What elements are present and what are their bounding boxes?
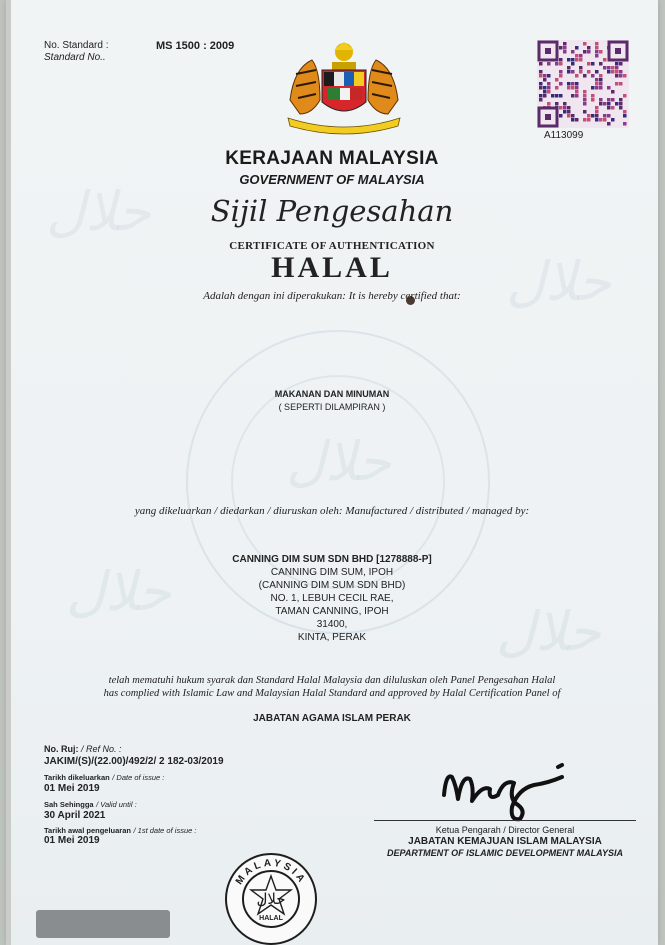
qr-cell	[595, 50, 599, 54]
qr-cell	[615, 102, 619, 106]
qr-cell	[539, 82, 543, 86]
qr-cell	[583, 102, 587, 106]
qr-cell	[615, 82, 619, 86]
qr-cell	[619, 106, 623, 110]
qr-cell	[567, 70, 571, 74]
qr-cell	[567, 66, 571, 70]
qr-cell	[623, 94, 627, 98]
signatory-role: Ketua Pengarah / Director General	[435, 825, 575, 835]
qr-code-icon	[537, 40, 629, 128]
compliance-statement-english: has complied with Islamic Law and Malaysian Halal Standard and approved by Halal Certification Panel of	[103, 688, 561, 699]
qr-cell	[611, 106, 615, 110]
issue-date-label: Tarikh dikeluarkan / Date of issue :	[44, 773, 165, 782]
qr-cell	[559, 82, 563, 86]
halal-malaysia-logo-icon	[224, 852, 318, 945]
qr-cell	[567, 106, 571, 110]
qr-cell	[563, 46, 567, 50]
qr-cell	[571, 94, 575, 98]
coat-of-arms-icon	[282, 40, 406, 136]
qr-cell	[547, 62, 551, 66]
qr-cell	[623, 110, 627, 114]
qr-cell	[571, 50, 575, 54]
standard-value: MS 1500 : 2009	[156, 40, 235, 52]
qr-cell	[607, 98, 611, 102]
first-issue-date: 01 Mei 2019	[44, 835, 100, 846]
product-name: MAKANAN DAN MINUMAN	[274, 389, 390, 399]
valid-until-label: Sah Sehingga / Valid until :	[44, 800, 137, 809]
qr-cell	[595, 42, 599, 46]
qr-cell	[603, 66, 607, 70]
qr-cell	[571, 62, 575, 66]
approving-body: JABATAN AGAMA ISLAM PERAK	[253, 713, 411, 724]
qr-cell	[615, 74, 619, 78]
qr-cell	[607, 70, 611, 74]
compliance-statement-malay: telah mematuhi hukum syarak dan Standard Halal Malaysia dan diluluskan oleh Panel Pengesahan Halal	[108, 675, 556, 686]
qr-cell	[559, 74, 563, 78]
address-line: (CANNING DIM SUM SDN BHD)	[258, 580, 406, 591]
address-line: KINTA, PERAK	[297, 632, 367, 643]
qr-cell	[623, 74, 627, 78]
qr-cell	[595, 82, 599, 86]
product-note: ( SEPERTI DILAMPIRAN )	[278, 402, 386, 412]
qr-serial-number: A113099	[544, 130, 584, 141]
qr-cell	[563, 42, 567, 46]
qr-cell	[543, 94, 547, 98]
qr-cell	[575, 94, 579, 98]
qr-cell	[619, 102, 623, 106]
signatory-department-malay: JABATAN KEMAJUAN ISLAM MALAYSIA	[408, 836, 602, 847]
qr-cell	[575, 58, 579, 62]
government-title-english: GOVERNMENT OF MALAYSIA	[239, 172, 425, 187]
qr-cell	[575, 54, 579, 58]
qr-cell	[623, 122, 627, 126]
qr-cell	[583, 90, 587, 94]
qr-cell	[611, 118, 615, 122]
qr-cell	[559, 94, 563, 98]
qr-cell	[547, 90, 551, 94]
watermark-glyph: حلال	[286, 430, 391, 493]
qr-cell	[575, 90, 579, 94]
qr-cell	[607, 86, 611, 90]
address-line: TAMAN CANNING, IPOH	[275, 606, 389, 617]
qr-cell	[583, 74, 587, 78]
qr-cell	[611, 90, 615, 94]
ref-number: JAKIM/(S)/(22.00)/492/2/ 2 182-03/2019	[44, 756, 224, 767]
qr-cell	[607, 66, 611, 70]
address-line: CANNING DIM SUM, IPOH	[270, 567, 394, 578]
qr-cell	[603, 118, 607, 122]
watermark-glyph: حلال	[66, 560, 171, 623]
qr-cell	[563, 50, 567, 54]
qr-cell	[615, 66, 619, 70]
watermark-glyph: حلال	[506, 250, 611, 313]
qr-cell	[571, 70, 575, 74]
qr-cell	[567, 114, 571, 118]
qr-cell	[571, 86, 575, 90]
qr-cell	[579, 66, 583, 70]
qr-cell	[591, 86, 595, 90]
qr-cell	[615, 70, 619, 74]
issue-date: 01 Mei 2019	[44, 783, 100, 794]
government-title-malay: KERAJAAN MALAYSIA	[225, 148, 439, 169]
certificate-title-malay: Sijil Pengesahan	[210, 194, 454, 228]
qr-cell	[555, 86, 559, 90]
qr-cell	[539, 94, 543, 98]
ref-label: No. Ruj: / Ref No. :	[44, 744, 122, 754]
qr-cell	[575, 46, 579, 50]
qr-cell	[559, 106, 563, 110]
company-name: CANNING DIM SUM SDN BHD [1278888-P]	[232, 554, 432, 565]
qr-cell	[539, 86, 543, 90]
qr-cell	[591, 98, 595, 102]
qr-cell	[611, 70, 615, 74]
qr-cell	[551, 94, 555, 98]
qr-cell	[571, 118, 575, 122]
certificate-title-english: CERTIFICATE OF AUTHENTICATION	[229, 240, 435, 252]
qr-cell	[575, 86, 579, 90]
signature-image	[438, 755, 578, 825]
paper-edge	[6, 0, 11, 945]
qr-cell	[603, 114, 607, 118]
qr-cell	[547, 86, 551, 90]
halal-heading: HALAL	[271, 251, 393, 284]
qr-cell	[587, 50, 591, 54]
qr-cell	[599, 86, 603, 90]
qr-cell	[595, 54, 599, 58]
qr-cell	[583, 42, 587, 46]
qr-cell	[587, 70, 591, 74]
signature-line	[374, 820, 636, 821]
qr-cell	[563, 110, 567, 114]
qr-cell	[559, 114, 563, 118]
qr-cell	[543, 74, 547, 78]
qr-cell	[539, 74, 543, 78]
first-issue-label: Tarikh awal pengeluaran / 1st date of issue :	[44, 826, 197, 835]
qr-cell	[575, 118, 579, 122]
qr-cell	[571, 58, 575, 62]
qr-cell	[603, 102, 607, 106]
qr-cell	[619, 82, 623, 86]
manufacturer-intro: yang dikeluarkan / diedarkan / diuruskan oleh: Manufactured / distributed / managed by:	[134, 505, 530, 517]
qr-cell	[555, 102, 559, 106]
qr-cell	[599, 118, 603, 122]
qr-cell	[583, 94, 587, 98]
qr-cell	[583, 98, 587, 102]
qr-cell	[595, 118, 599, 122]
qr-cell	[587, 114, 591, 118]
qr-cell	[571, 114, 575, 118]
qr-cell	[595, 70, 599, 74]
qr-cell	[599, 78, 603, 82]
qr-cell	[543, 86, 547, 90]
qr-cell	[547, 102, 551, 106]
qr-cell	[559, 46, 563, 50]
svg-text:HALAL: HALAL	[259, 915, 283, 922]
qr-cell	[599, 82, 603, 86]
qr-cell	[611, 98, 615, 102]
qr-cell	[555, 62, 559, 66]
qr-cell	[607, 122, 611, 126]
company-address-block	[6, 553, 658, 644]
qr-cell	[599, 74, 603, 78]
qr-cell	[547, 82, 551, 86]
qr-cell	[539, 98, 543, 102]
qr-cell	[547, 74, 551, 78]
qr-cell	[575, 82, 579, 86]
address-line: 31400,	[316, 619, 348, 630]
qr-cell	[587, 62, 591, 66]
qr-cell	[583, 118, 587, 122]
qr-cell	[595, 110, 599, 114]
svg-text:حلال: حلال	[256, 890, 286, 908]
qr-cell	[607, 114, 611, 118]
watermark-glyph: حلال	[496, 600, 601, 663]
qr-cell	[599, 98, 603, 102]
qr-cell	[579, 70, 583, 74]
qr-cell	[567, 82, 571, 86]
qr-cell	[591, 94, 595, 98]
qr-cell	[571, 82, 575, 86]
qr-cell	[575, 74, 579, 78]
watermark-glyph: حلال	[46, 180, 151, 243]
qr-cell	[619, 70, 623, 74]
qr-cell	[611, 66, 615, 70]
qr-cell	[595, 106, 599, 110]
qr-cell	[595, 114, 599, 118]
redacted-area	[36, 910, 170, 938]
qr-cell	[619, 98, 623, 102]
certificate-page	[6, 0, 658, 945]
qr-cell	[543, 78, 547, 82]
qr-cell	[615, 62, 619, 66]
standard-label: No. Standard : Standard No..	[44, 40, 109, 63]
qr-cell	[619, 62, 623, 66]
qr-cell	[539, 62, 543, 66]
qr-cell	[595, 86, 599, 90]
qr-cell	[579, 54, 583, 58]
qr-cell	[567, 86, 571, 90]
qr-cell	[559, 70, 563, 74]
qr-cell	[583, 50, 587, 54]
qr-cell	[555, 94, 559, 98]
qr-cell	[559, 62, 563, 66]
qr-cell	[599, 62, 603, 66]
qr-cell	[543, 90, 547, 94]
qr-cell	[591, 74, 595, 78]
qr-cell	[595, 46, 599, 50]
qr-cell	[563, 106, 567, 110]
signatory-department-english: DEPARTMENT OF ISLAMIC DEVELOPMENT MALAYSIA	[386, 848, 623, 858]
qr-cell	[567, 110, 571, 114]
qr-cell	[591, 62, 595, 66]
qr-cell	[599, 102, 603, 106]
qr-cell	[559, 58, 563, 62]
qr-cell	[595, 78, 599, 82]
qr-cell	[567, 58, 571, 62]
qr-cell	[583, 110, 587, 114]
qr-cell	[555, 78, 559, 82]
address-line: NO. 1, LEBUH CECIL RAE,	[270, 593, 394, 604]
qr-cell	[539, 70, 543, 74]
qr-cell	[587, 118, 591, 122]
qr-cell	[607, 102, 611, 106]
qr-cell	[579, 58, 583, 62]
qr-cell	[623, 114, 627, 118]
qr-cell	[599, 50, 603, 54]
qr-cell	[563, 102, 567, 106]
valid-until-date: 30 April 2021	[44, 810, 106, 821]
svg-text:MALAYSIA: MALAYSIA	[233, 857, 309, 887]
qr-cell	[587, 46, 591, 50]
qr-cell	[607, 106, 611, 110]
certified-statement: Adalah dengan ini diperakukan: It is hereby certified that:	[203, 290, 461, 302]
qr-cell	[603, 58, 607, 62]
qr-cell	[619, 74, 623, 78]
qr-cell	[591, 114, 595, 118]
